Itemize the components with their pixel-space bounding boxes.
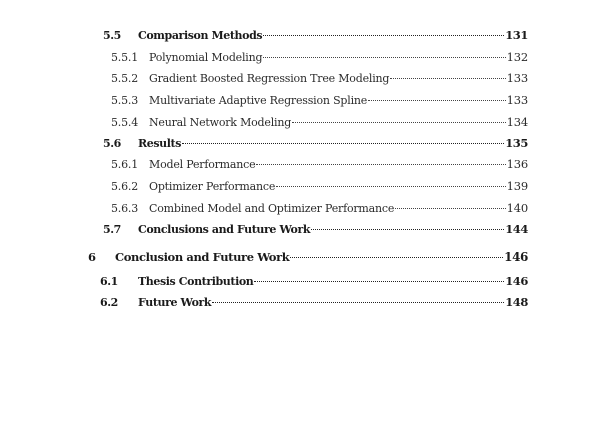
toc-entry-title: Results	[138, 137, 181, 150]
toc-entry-title: Future Work	[138, 296, 212, 309]
toc-entry-5-6[interactable]	[103, 136, 528, 150]
toc-entry-title: Combined Model and Optimizer Performance	[149, 202, 395, 215]
toc-entry-number: 5.6.1	[111, 158, 138, 171]
toc-entry-title: Model Performance	[149, 158, 256, 171]
toc-entry-title: Polynomial Modeling	[149, 51, 263, 64]
toc-entry-number: 5.5.1	[111, 51, 138, 64]
toc-entry-page: 140	[506, 201, 528, 215]
toc-entry-page: 146	[504, 250, 528, 264]
toc-entry-number: 5.7	[103, 223, 121, 236]
toc-entry-number: 5.6.2	[111, 180, 138, 193]
toc-entry-title: Comparison Methods	[138, 29, 263, 42]
toc-entry-5-5-1[interactable]	[111, 50, 528, 64]
dot-leader	[368, 100, 506, 101]
toc-entry-number: 5.5	[103, 29, 121, 42]
toc-entry-title: Thesis Contribution	[138, 275, 254, 288]
toc-entry-chapter-6[interactable]	[88, 250, 528, 264]
toc-entry-6-2[interactable]	[100, 295, 528, 309]
toc-entry-5-6-1[interactable]	[111, 157, 528, 171]
toc-entry-title: Optimizer Performance	[149, 180, 276, 193]
dot-leader	[311, 229, 504, 230]
toc-entry-page: 132	[506, 50, 528, 64]
toc-entry-number: 5.5.4	[111, 116, 138, 129]
toc-entry-5-6-2[interactable]	[111, 179, 528, 193]
dot-leader	[390, 78, 505, 79]
toc-entry-5-6-3[interactable]	[111, 201, 528, 215]
dot-leader	[212, 302, 504, 303]
toc-entry-number: 5.6	[103, 137, 121, 150]
toc-entry-page: 139	[506, 179, 528, 193]
dot-leader	[276, 186, 505, 187]
toc-entry-page: 133	[506, 93, 528, 107]
toc-entry-title: Multivariate Adaptive Regression Spline	[149, 94, 368, 107]
toc-entry-number: 6.1	[100, 275, 118, 288]
toc-entry-page: 134	[506, 115, 528, 129]
dot-leader	[182, 143, 504, 144]
dot-leader	[292, 122, 506, 123]
dot-leader	[263, 35, 504, 36]
toc-entry-5-5[interactable]	[103, 28, 528, 42]
dot-leader	[256, 164, 505, 165]
dot-leader	[290, 257, 503, 258]
toc-entry-number: 6.2	[100, 296, 118, 309]
dot-leader	[254, 281, 504, 282]
toc-entry-number: 6	[88, 250, 96, 264]
toc-entry-page: 136	[506, 157, 528, 171]
toc-entry-title: Gradient Boosted Regression Tree Modeling	[149, 72, 390, 85]
toc-entry-page: 135	[505, 136, 528, 150]
toc-entry-5-7[interactable]	[103, 222, 528, 236]
toc-entry-page: 146	[505, 274, 528, 288]
toc-entry-title: Conclusions and Future Work	[138, 223, 311, 236]
toc-entry-5-5-2[interactable]	[111, 71, 528, 85]
toc-entry-page: 131	[505, 28, 528, 42]
toc-entry-title: Neural Network Modeling	[149, 116, 292, 129]
dot-leader	[263, 57, 505, 58]
toc-entry-number: 5.5.3	[111, 94, 138, 107]
toc-entry-5-5-3[interactable]	[111, 93, 528, 107]
toc-entry-page: 144	[505, 222, 528, 236]
toc-entry-page: 148	[505, 295, 528, 309]
toc-entry-number: 5.5.2	[111, 72, 138, 85]
dot-leader	[395, 208, 505, 209]
toc-entry-page: 133	[506, 71, 528, 85]
toc-entry-number: 5.6.3	[111, 202, 138, 215]
toc-entry-title: Conclusion and Future Work	[115, 250, 290, 264]
toc-entry-5-5-4[interactable]	[111, 115, 528, 129]
toc-entry-6-1[interactable]	[100, 274, 528, 288]
